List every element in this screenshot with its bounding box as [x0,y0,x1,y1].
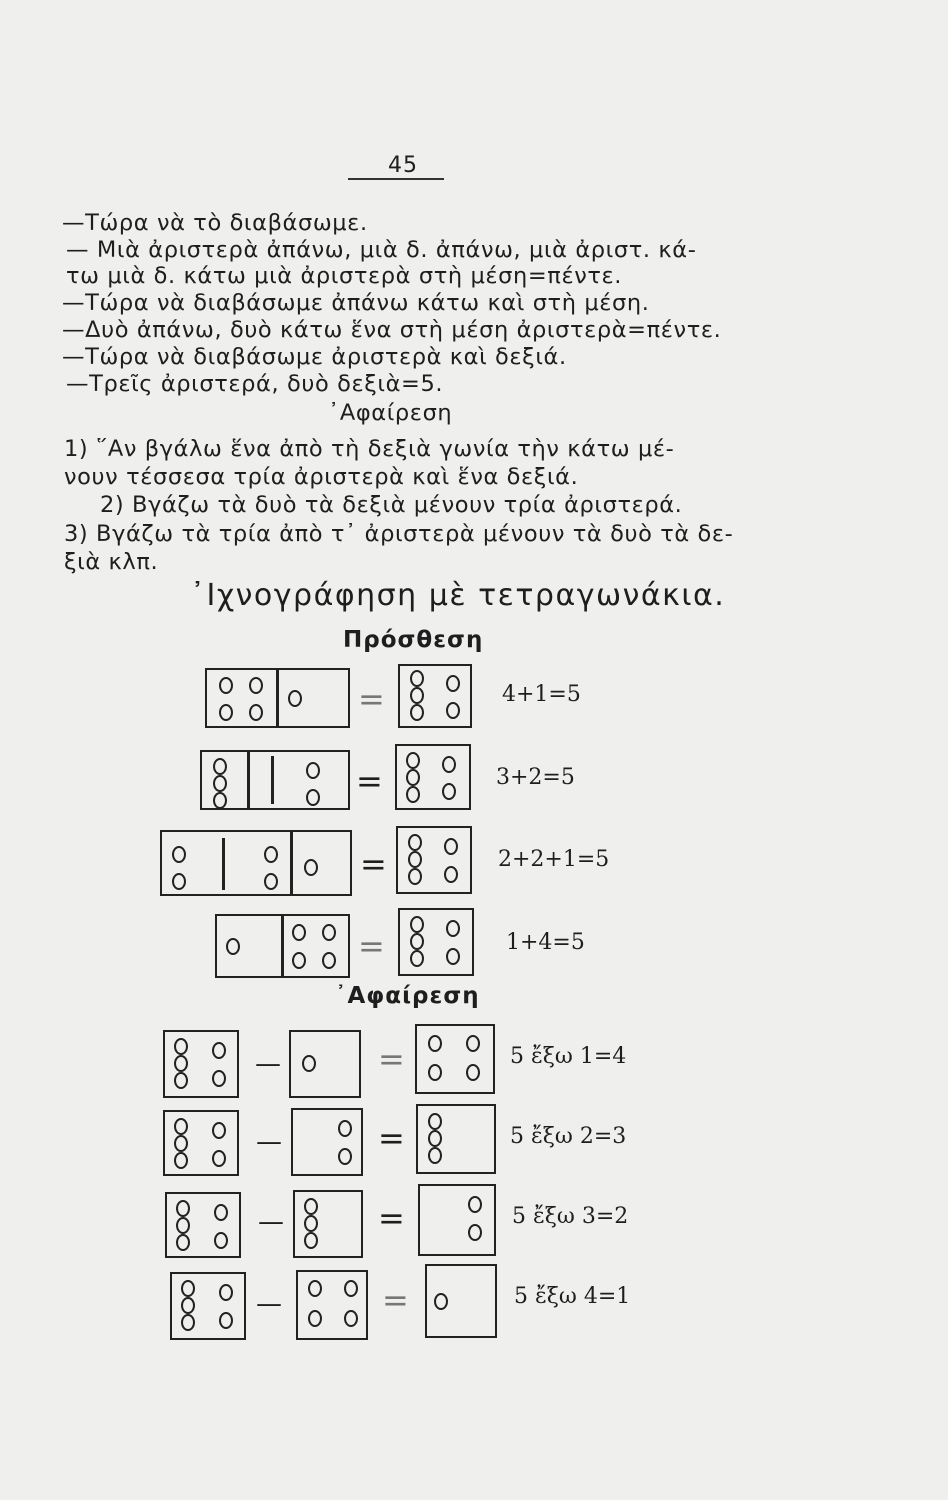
dot [406,786,420,803]
equals-sign: = [382,1281,409,1319]
dot [181,1280,195,1297]
addition-equation: 4+1=5 [502,682,581,707]
text-line: τω μιὰ δ. κάτω μιὰ ἀριστερὰ στὴ μέση=πέντε. [66,263,623,289]
minus-sign: — [258,1207,284,1237]
dot [304,1232,318,1249]
dot [322,924,336,941]
dot [446,920,460,937]
dot [410,950,424,967]
text-line: 1) ῞Αν βγάλω ἕνα ἀπὸ τὴ δεξιὰ γωνία τὴν κάτω μέ- [64,436,675,462]
dot [428,1064,442,1081]
equals-sign: = [378,1119,405,1157]
dot [444,838,458,855]
equals-sign: = [358,680,385,718]
grid-rectangle [160,830,352,896]
text-line: ᾿Αφαίρεση [328,400,453,426]
dot [212,1070,226,1087]
subtraction-equation: 5 ἔξω 3=2 [512,1204,629,1229]
text-line: —Τώρα νὰ διαβάσωμε ἀπάνω κάτω καὶ στὴ μέση. [62,290,650,316]
dot [304,1198,318,1215]
dot [410,670,424,687]
text-line: —Δυὸ ἀπάνω, δυὸ κάτω ἕνα στὴ μέση ἀριστερὰ=πέντε. [62,317,722,343]
grid-square [415,1024,495,1094]
dot [176,1234,190,1251]
dot [306,762,320,779]
grid-divider [247,750,250,810]
addition-heading: Πρόσθεση [343,627,484,653]
dot [344,1310,358,1327]
dot [428,1113,442,1130]
grid-divider [290,830,293,896]
subtraction-equation: 5 ἔξω 1=4 [510,1044,627,1069]
dot [444,866,458,883]
equals-sign: = [356,762,383,800]
dot [292,952,306,969]
dot [408,834,422,851]
addition-equation: 2+2+1=5 [498,847,610,872]
text-line: —Τώρα νὰ τὸ διαβάσωμε. [62,210,368,236]
dot [304,859,318,876]
equals-sign: = [378,1040,405,1078]
dot [181,1314,195,1331]
equals-sign: = [358,927,385,965]
dot [302,1055,316,1072]
dot [410,704,424,721]
dot [434,1293,448,1310]
dot [308,1280,322,1297]
dot [174,1118,188,1135]
dot [219,1284,233,1301]
equals-sign: = [360,845,387,883]
dot [172,873,186,890]
dot [219,704,233,721]
dot [212,1150,226,1167]
dot [213,758,227,775]
dot [446,675,460,692]
dot [428,1130,442,1147]
dot [219,677,233,694]
dot [212,1122,226,1139]
dot [344,1280,358,1297]
subtraction-equation: 5 ἔξω 4=1 [514,1284,631,1309]
dot [212,1042,226,1059]
dot [213,792,227,809]
dot [213,775,227,792]
dot [174,1072,188,1089]
grid-square [289,1030,361,1098]
section-title: ᾿Ιχνογράφηση μὲ τετραγωνάκια. [190,578,726,613]
minus-sign: — [255,1049,281,1079]
dot [181,1297,195,1314]
dot [176,1200,190,1217]
dot [408,868,422,885]
text-line: — Μιὰ ἀριστερὰ ἀπάνω, μιὰ δ. ἀπάνω, μιὰ ἀριστ. κά- [66,237,697,263]
dot [446,702,460,719]
grid-divider [281,914,284,978]
dot [466,1064,480,1081]
dot [172,846,186,863]
dot [249,704,263,721]
minus-sign: — [256,1127,282,1157]
page-number-rule [348,178,444,180]
dot [174,1055,188,1072]
subtraction-heading: ᾿Αφαίρεση [335,983,480,1009]
dot [292,924,306,941]
dot [304,1215,318,1232]
grid-square [291,1108,363,1176]
dot [410,933,424,950]
dot [308,1310,322,1327]
dot [442,783,456,800]
dot [466,1035,480,1052]
dot [410,916,424,933]
dot [264,846,278,863]
dot [428,1035,442,1052]
page-number: 45 [388,153,418,178]
text-line: ξιὰ κλπ. [64,549,159,575]
dot [176,1217,190,1234]
dot [214,1204,228,1221]
dot [406,769,420,786]
dot [288,690,302,707]
dot [338,1120,352,1137]
grid-square [418,1184,496,1256]
text-line: —Τρεῖς ἀριστερά, δυὸ δεξιὰ=5. [66,371,444,397]
minus-sign: — [256,1289,282,1319]
subtraction-equation: 5 ἔξω 2=3 [510,1124,627,1149]
dot [338,1148,352,1165]
dot [468,1196,482,1213]
dot [219,1312,233,1329]
dot [408,851,422,868]
dot [214,1232,228,1249]
dot [442,756,456,773]
dot [264,873,278,890]
dot [249,677,263,694]
dot [226,938,240,955]
text-line: 3) Βγάζω τὰ τρία ἀπὸ τ᾿ ἀριστερὰ μένουν τὰ δυὸ τὰ δε- [64,521,734,547]
text-line: νουν τέσσεσα τρία ἀριστερὰ καὶ ἕνα δεξιά. [64,464,579,490]
text-line: 2) Βγάζω τὰ δυὸ τὰ δεξιὰ μένουν τρία ἀριστερά. [100,492,683,518]
equals-sign: = [378,1199,405,1237]
dot [406,752,420,769]
addition-equation: 1+4=5 [506,930,585,955]
dot [446,948,460,965]
grid-square [296,1270,368,1340]
dot [174,1038,188,1055]
dot [428,1147,442,1164]
dot [306,789,320,806]
dot [322,952,336,969]
grid-divider [276,668,279,728]
dot [174,1135,188,1152]
dot [468,1224,482,1241]
grid-divider [271,756,274,804]
text-line: —Τώρα νὰ διαβάσωμε ἀριστερὰ καὶ δεξιά. [62,344,567,370]
dot [410,687,424,704]
addition-equation: 3+2=5 [496,765,575,790]
dot [174,1152,188,1169]
grid-divider [222,838,225,890]
